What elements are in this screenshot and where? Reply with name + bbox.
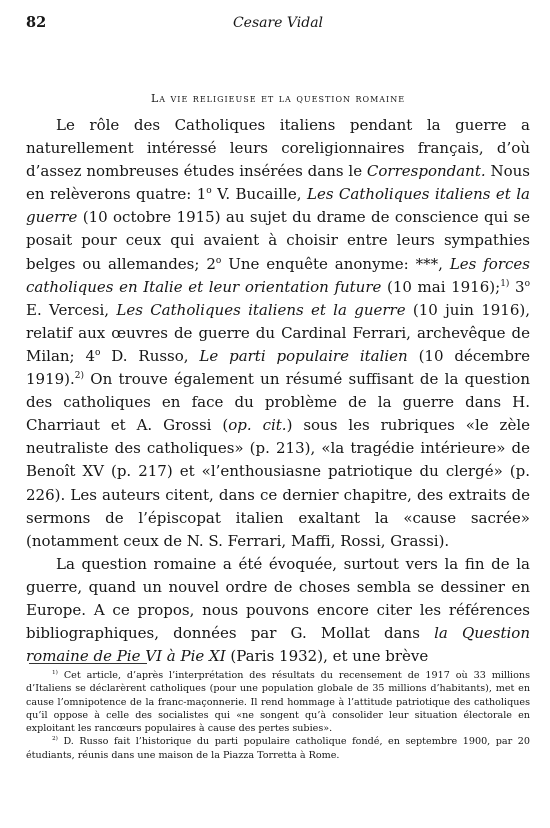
note-marker: o	[95, 347, 101, 358]
text-run: D. Russo,	[100, 346, 200, 365]
italic-text: Les Catholiques italiens et la guerre	[116, 300, 406, 319]
footnotes	[26, 669, 530, 762]
footnote	[26, 735, 530, 762]
body-text	[26, 114, 530, 668]
text-run: (10 juin 1916), relatif aux œuvres de guerre du Cardinal Ferrari, archevêque de Milan; 4	[26, 300, 530, 365]
text-run: (Paris 1932), et une brève	[225, 647, 429, 666]
italic-text: Les Catholiques italiens et la guerre	[26, 185, 530, 227]
text-run: V. Bucaille,	[211, 185, 307, 204]
text-run: Une enquête anonyme: ***,	[221, 254, 450, 273]
running-head: Cesare Vidal	[232, 15, 324, 31]
text-run: (10 mai 1916);	[381, 277, 501, 296]
italic-text: Correspondant.	[366, 162, 486, 181]
note-marker: o	[206, 186, 212, 197]
note-marker: 2)	[52, 736, 58, 743]
note-marker: 1)	[52, 669, 58, 676]
text-run: D. Russo fait l’historique du parti populaire catholique fondé, en septembre 1900, par 20 étudiants, réunis dans une maison de la Piazza Torretta à Rome.	[26, 736, 530, 761]
text-run: 3	[509, 277, 525, 296]
text-run: ) sous les rubriques «le zèle neutraliste des catholiques» (p. 213), «la tragédie intérieure» de Benoît XV (p. 217) et «l’enthousiasne patriotique du clergé» (p. 226). Les auteurs citent, dans ce dernier chapitre, des extraits de sermons de l’épiscopat italien exaltant la «cause sacrée» (notamment ceux de N. S. Ferrari, Maffi, Rossi, Grassi).	[26, 416, 530, 550]
note-marker: 1)	[500, 278, 510, 289]
footnote-separator	[29, 663, 147, 664]
note-marker: 2)	[74, 371, 85, 382]
text-run: On trouve également un résumé suffisant de la question des catholiques en face du problème de la guerre dans H. Charriaut et A. Grossi (	[26, 370, 530, 435]
page-header	[26, 14, 530, 32]
italic-text: la Question romaine de Pie VI à Pie XI	[26, 624, 530, 666]
text-run: E. Vercesi,	[26, 300, 117, 319]
note-marker: o	[524, 278, 531, 289]
body-paragraph	[26, 553, 530, 668]
italic-text: Les forces catholiques en Italie et leur orientation future	[26, 254, 530, 296]
page-number: 82	[26, 14, 47, 31]
text-run: Nous en relèverons quatre: 1	[26, 162, 530, 204]
footnote	[26, 669, 530, 735]
italic-text: Le parti populaire italien	[199, 346, 408, 365]
text-run: (10 octobre 1915) au sujet du drame de conscience qui se posait pour ceux qui avaient à choisir entre leurs sympathies belges ou allemandes; 2	[26, 208, 530, 273]
body-paragraph	[26, 114, 530, 553]
section-title: La vie religieuse et la question romaine	[150, 92, 406, 105]
text-run: Cet article, d’après l’interprétation des résultats du recensement de 1917 où 33 millions d’Italiens se déclarèrent catholiques (pour une population globale de 35 millions d’habitants), met en cause l’omnipotence de la franc-maçonnerie. Il rend hommage à l’attitude patriotique des catholiques qu’il oppose à celle des socialistes qui «ne songent qu’à consolider leur situation électorale en exploitant les rancœurs populaires à cause des pertes subies».	[26, 670, 530, 735]
italic-text: op. cit.	[228, 416, 287, 435]
text-run: Le rôle des Catholiques italiens pendant la guerre a naturellement intéressé leurs coreligionnaires français, d’où d’assez nombreuses études insérées dans le	[26, 116, 530, 181]
text-run: La question romaine a été évoquée, surtout vers la fin de la guerre, quand un nouvel ordre de choses sembla se dessiner en Europe. A ce propos, nous pouvons encore citer les références bibliographiques, données par G. Mollat dans	[26, 554, 530, 643]
text-run: (10 décembre 1919).	[26, 346, 530, 389]
note-marker: o	[215, 255, 222, 266]
